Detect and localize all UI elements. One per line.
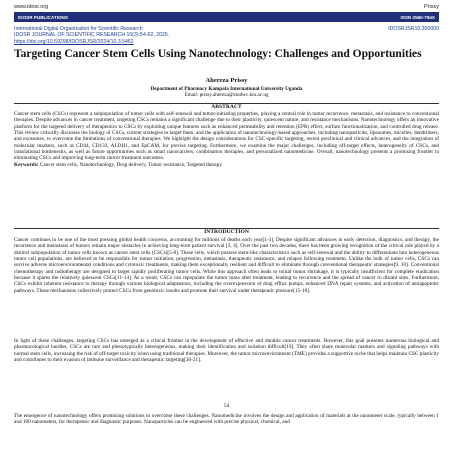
keywords-label: Keywords: <box>14 161 39 168</box>
issn-label: ISSN 2550-794X <box>400 14 435 20</box>
author-name: Ahereza Prissy <box>205 77 248 84</box>
journal-code: IDOSRJSR10.300000 <box>388 26 439 32</box>
journal-series: IDOSR JOURNAL OF SCIENTIFIC RESEARCH 10(3):54-62, 2025. <box>14 32 170 39</box>
keywords-list: Cancer stem cells, Nanotechnology, Drug delivery, Tumor resistance, Targeted therapy <box>39 161 222 168</box>
divider <box>14 103 439 104</box>
affiliation <box>0 86 453 99</box>
page-number: 54 <box>223 403 230 409</box>
publisher-banner <box>14 12 439 22</box>
intro-paragraph-3: The emergence of nanotechnology offers promising solutions to overcome these challenges. Nanomedicine involves the design and application of materials at the nanometer scale, typically between 1 and 100 nanometers, for therapeutic and diagnostic purposes. Nanoparticles can be engineered with precise physical, chemical, and <box>14 413 439 426</box>
article-title: Targeting Cancer Stem Cells Using Nanotechnology: Challenges and Opportunities <box>14 48 422 60</box>
intro-heading: INTRODUCTION <box>204 229 249 235</box>
abstract-text <box>14 111 439 168</box>
doi-link[interactable]: https://doi.org/10.59298/IDOSRJSR/2024/10.3.5462 <box>14 38 134 45</box>
intro-paragraph-1: Cancer continues to be one of the most pressing global health concerns, accounting for millions of deaths each year[1-3]. Despite significant advances in early detection, diagnostics, and therapy, the recurrence and metastasis of tumors remain major obstacles in achieving long-term patient survival [3, 4]. Over the past two decades, there has been growing recognition of the critical role played by a distinct subpopulation of tumor cells known as cancer stem cells (CSCs)[5-8]. These cells, which possess stem-like characteristics such as self-renewal and the ability to differentiate into heterogeneous tumor cell populations, are believed to be responsible for tumor initiation, progression, metastasis, therapeutic resistance, and relapse following treatment. Unlike the bulk of tumor cells, CSCs can survive adverse microenvironmental conditions and cytotoxic treatments, making them exceptionally resilient and difficult to eliminate through conventional therapeutic strategies[9, 10]. Conventional chemotherapy and radiotherapy are designed to target rapidly proliferating tumor cells. While this approach often leads to initial tumor shrinkage, it is typically insufficient for complete eradication because it spares the relatively quiescent CSCs[11-14]. As a result, CSCs can repopulate the tumor mass after treatment, leading to recurrence and the spread of cancer to distant sites. Furthermore, CSCs exhibit inherent resistance to therapy through various biological adaptations, including the overexpression of drug efflux pumps, enhanced DNA repair systems, and activation of antiapoptotic pathways. These mechanisms collectively protect CSCs from genotoxic insults and promote their survival under therapeutic pressure[15-18]. <box>14 237 439 294</box>
site-url[interactable]: www.idosr.org <box>14 4 49 10</box>
department: Department of Pharmacy Kampala International University Uganda <box>150 86 303 92</box>
journal-info <box>14 26 439 45</box>
publisher-name: IDOSR PUBLICATIONS <box>18 14 68 20</box>
email: Email: prissy.ahereza@studwc.kiu.ac.ug <box>184 92 269 99</box>
running-author: Prissy <box>424 4 439 10</box>
abstract-heading: ABSTRACT <box>211 104 242 110</box>
top-header <box>14 4 439 12</box>
abstract-body: Cancer stem cells (CSCs) represent a subpopulation of tumor cells with self-renewal and tumor-initiating properties, playing a central role in tumor recurrence, metastasis, and resistance to conventional therapies. Despite advances in cancer treatment, targeting CSCs remains a significant challenge due to their plasticity, quiescent nature, and resistance mechanisms. Nanotechnology offers an innovative platform for the targeted delivery of therapeutics to CSCs by exploiting unique features such as enhanced permeability and retention (EPR) effect, surface functionalization, and controlled drug release. This review critically discusses the biology of CSCs, current strategies to target them, and the application of nanotechnology-based approaches, including nanoparticles, liposomes, micelles, dendrimers, and exosomes, to overcome the limitations of conventional therapies. We highlight the design considerations for CSC-specific targeting, recent preclinical and clinical advances, and the integration of molecular markers, such as CD44, CD133, ALDH1, and EpCAM, for precise targeting. Furthermore, we examine the major challenges, including off-target effects, heterogeneity of CSCs, and translational bottlenecks, as well as future opportunities such as smart nanocarriers, combination therapies, and personalized nanomedicine. Overall, nanotechnology presents a promising frontier in eliminating CSCs and improving long-term cancer treatment outcomes. <box>14 111 439 162</box>
journal-name: International Digital Organization for Scientific Research <box>14 26 143 32</box>
intro-paragraph-2: In light of these challenges, targeting CSCs has emerged as a critical frontier in the development of effective and durable cancer treatments. However, this goal presents numerous biological and pharmacological hurdles. CSCs are rare and phenotypically heterogeneous, making their identification and isolation difficult[19]. They often share molecular markers and signaling pathways with normal stem cells, increasing the risk of off-target toxicity when using traditional therapies. Moreover, the tumor microenvironment (TME) provides a supportive niche that helps maintain CSC plasticity and contributes to their evasion of immune surveillance and therapeutic targeting[20-21]. <box>14 338 439 363</box>
